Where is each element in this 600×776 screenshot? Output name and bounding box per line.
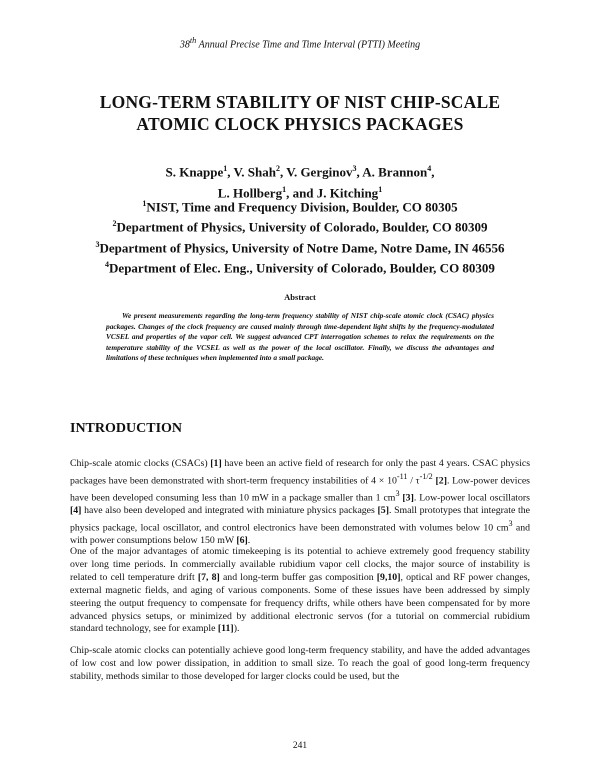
affiliation-item	[40, 256, 560, 276]
text: . Small prototypes that integrate the physics package, local oscillator, and control electronics have been demonstrated with volumes below 10 cm	[70, 505, 530, 534]
exponent: 3	[508, 519, 513, 529]
author-name: , V. Shah	[227, 164, 276, 180]
title-line-1: LONG-TERM STABILITY OF NIST CHIP-SCALE	[99, 92, 501, 112]
text: and with power consumptions below 150 mW	[70, 522, 530, 547]
author-name: , V. Gerginov	[279, 164, 353, 180]
edition-suffix: th	[189, 36, 197, 45]
citation: [7, 8]	[197, 571, 220, 583]
text: / τ	[407, 475, 420, 487]
text: . Low-power local oscillators	[413, 492, 530, 504]
page-number: 241	[292, 741, 308, 751]
author-separator: ,	[431, 164, 435, 180]
citation: [6]	[236, 535, 248, 547]
text: . Low-power devices have been developed consuming less than 10 mW in a package smaller than 1 cm	[70, 475, 530, 504]
exponent: -11	[396, 471, 408, 481]
author-line-1	[60, 160, 540, 181]
affiliation-item	[40, 195, 560, 215]
text: , optical and RF power changes, external magnetic fields, and aging of various components. Some of these issues have been addressed by simply steering the output frequency to compensate for frequency drifts, while others have been compensated for by more advanced physics setups, or minimized by additional electronic servos (for a tutorial on commercial rubidium standard technology, see for example	[70, 571, 530, 635]
citation: [5]	[377, 505, 389, 517]
affiliation-number: 2	[112, 219, 117, 229]
citation: [1]	[210, 458, 222, 469]
abstract-text: We present measurements regarding the long-term frequency stability of NIST chip-scale atomic clock (CSAC) physics packages. Changes of the clock frequency are caused mainly through time-dependent light shifts by the frequency-modulated VCSEL and properties of the vapor cell. We suggest advanced CPT interrogation schemes to relax the requirements on the temperature stability of the VCSEL as well as the power of the local oscillator. Finally, we discuss the advantages and limitations of these techniques when implemented into a small package.	[106, 311, 494, 362]
text: have also been developed and integrated with miniature physics packages	[81, 505, 378, 517]
exponent: 3	[395, 489, 400, 499]
paragraph-1	[70, 458, 530, 548]
affiliation-text: Department of Elec. Eng., University of Colorado, Boulder, CO 80309	[109, 260, 495, 276]
author-affiliation-mark: 2	[275, 164, 280, 173]
author-affiliation-mark: 4	[427, 164, 432, 173]
text: and long-term buffer gas composition	[219, 571, 377, 583]
author-affiliation-mark: 1	[223, 164, 228, 173]
citation: [9,10]	[376, 571, 401, 583]
citation: [11]	[217, 623, 234, 635]
citation: [4]	[70, 505, 82, 517]
affiliation-list	[40, 195, 560, 276]
author-name: L. Hollberg	[217, 185, 283, 201]
citation: [2]	[435, 475, 447, 487]
text: .	[247, 535, 251, 547]
affiliation-number: 4	[105, 259, 110, 269]
text: ).	[233, 623, 240, 635]
author-name: S. Knappe	[165, 164, 224, 180]
author-name: , A. Brannon	[356, 164, 428, 180]
exponent: -1/2	[419, 471, 433, 481]
author-name: , and J. Kitching	[286, 185, 379, 201]
affiliation-text: Department of Physics, University of Notre Dame, Notre Dame, IN 46556	[99, 239, 505, 255]
abstract-heading: Abstract	[284, 292, 316, 302]
section-heading-introduction: INTRODUCTION	[70, 421, 183, 436]
affiliation-text: Department of Physics, University of Colorado, Boulder, CO 80309	[116, 219, 488, 235]
author-affiliation-mark: 1	[378, 184, 383, 194]
affiliation-text: NIST, Time and Frequency Division, Boulder, CO 80305	[146, 199, 458, 215]
author-affiliation-mark: 1	[282, 184, 287, 194]
text: have been an active field of research for only the past 4 years. CSAC physics packages have been demonstrated with short-term frequency instabilities of 4 × 10	[70, 458, 531, 487]
affiliation-item	[40, 215, 560, 235]
paper-title	[60, 91, 540, 135]
citation: [3]	[402, 492, 414, 504]
running-header	[0, 36, 600, 50]
paragraph-3: Chip-scale atomic clocks can potentially achieve good long-term frequency stability, and have the added advantages of low cost and low power dissipation, in addition to small size. To reach the goal of good long-term frequency stability, methods similar to those developed for larger clocks could be used, but the	[70, 645, 530, 682]
affiliation-number: 1	[142, 199, 147, 208]
affiliation-item	[40, 236, 560, 256]
edition-number: 38	[179, 39, 190, 51]
author-affiliation-mark: 3	[352, 164, 357, 173]
paragraph-2	[70, 546, 530, 636]
title-line-2: ATOMIC CLOCK PHYSICS PACKAGES	[136, 114, 464, 134]
text: Chip-scale atomic clocks (CSACs)	[70, 458, 211, 469]
affiliation-number: 3	[95, 239, 100, 249]
meeting-name: Annual Precise Time and Time Interval (PTTI) Meeting	[196, 39, 421, 51]
text: One of the major advantages of atomic timekeeping is its potential to achieve extremely good frequency stability over long time periods. In commercially available rubidium vapor cell clocks, the major source of instability is related to cell temperature drift	[70, 546, 530, 583]
